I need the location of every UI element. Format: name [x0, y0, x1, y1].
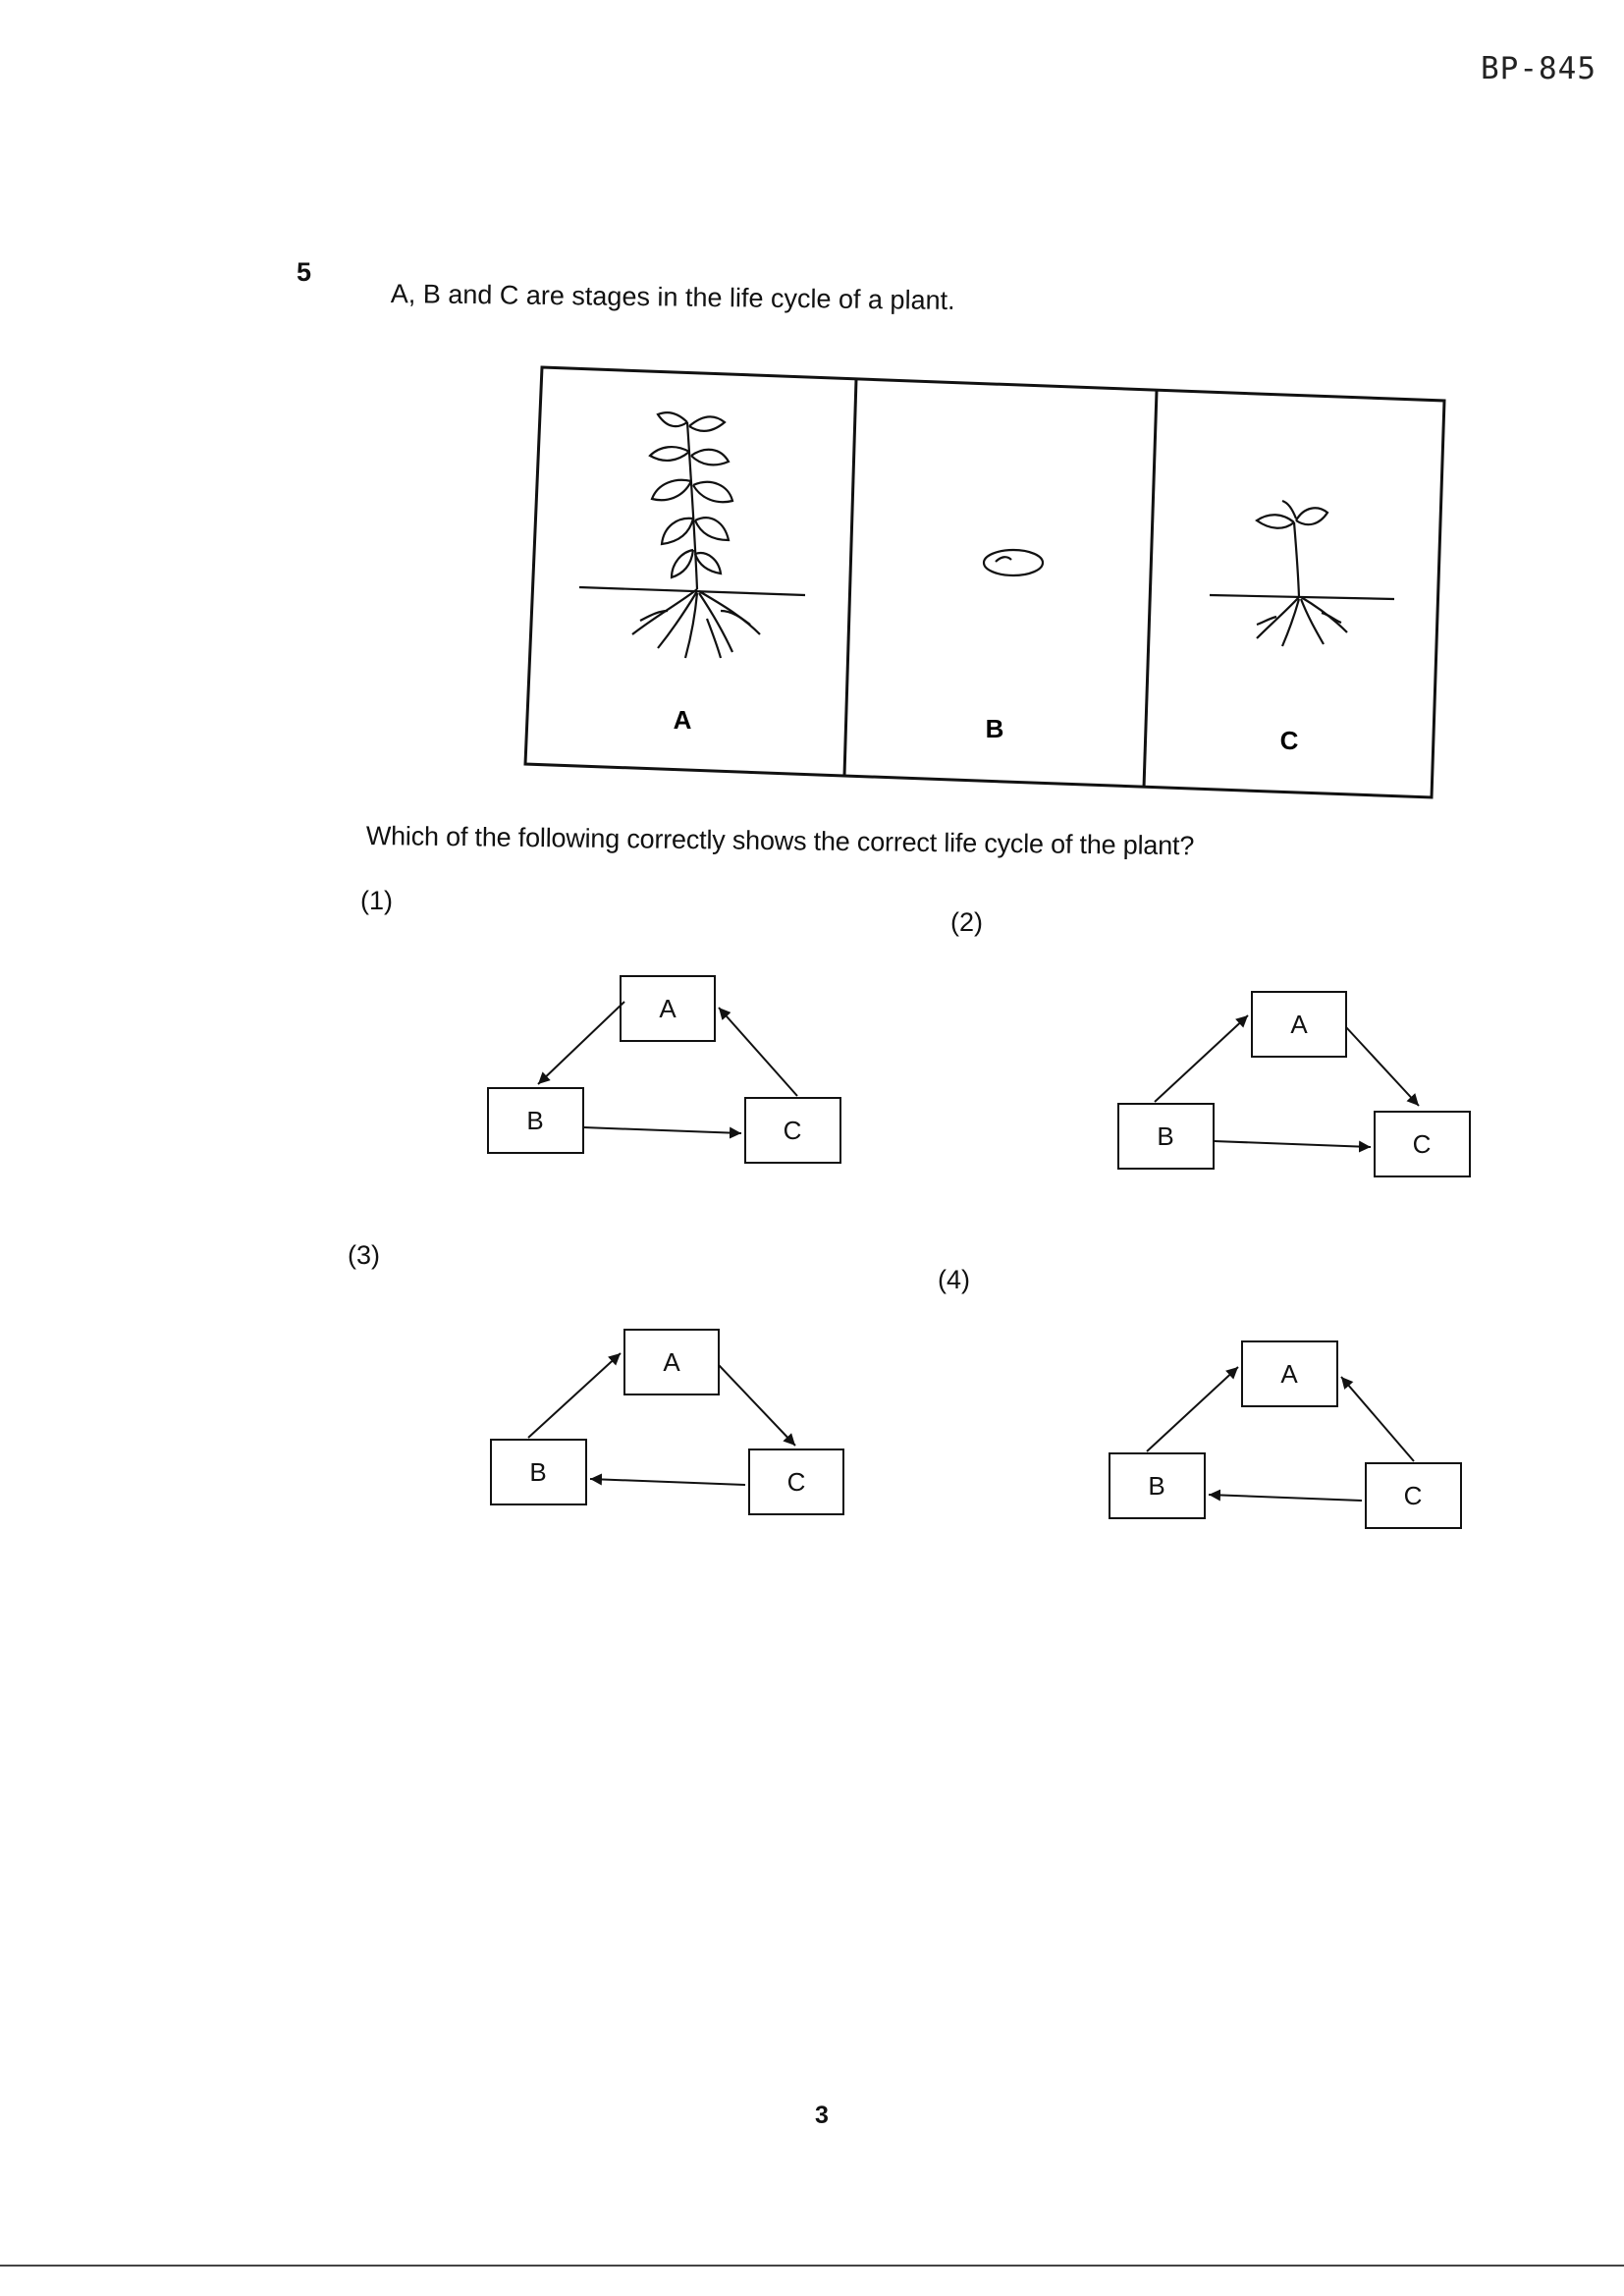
seedling-drawing — [1210, 501, 1394, 646]
box-label-a: A — [659, 994, 677, 1023]
box-label-a: A — [663, 1347, 680, 1377]
box-label-b: B — [1148, 1471, 1165, 1501]
box-label-b: B — [526, 1106, 544, 1135]
box-label-a: A — [1280, 1359, 1298, 1389]
arrow-a-to-c — [1346, 1027, 1419, 1106]
page-number: 3 — [815, 2102, 829, 2129]
life-cycle-stages-figure — [511, 354, 1453, 805]
arrow-b-to-c — [583, 1127, 741, 1133]
footer-rule — [0, 2265, 1624, 2267]
option-1-label[interactable]: (1) — [360, 886, 393, 915]
options-diagrams — [0, 933, 1624, 1561]
option-3-label[interactable]: (3) — [348, 1240, 380, 1270]
arrow-b-to-a — [1147, 1367, 1238, 1451]
arrow-c-to-b — [590, 1479, 745, 1485]
question-prompt: Which of the following correctly shows the correct life cycle of the plant? — [365, 821, 1195, 861]
panel-label-c: C — [1279, 726, 1299, 755]
arrow-a-to-c — [719, 1365, 795, 1446]
box-label-c: C — [1412, 1129, 1432, 1159]
option-2-label[interactable]: (2) — [950, 907, 983, 937]
box-label-c: C — [786, 1467, 806, 1497]
arrow-b-to-c — [1214, 1141, 1371, 1147]
arrow-a-to-b — [538, 1002, 624, 1084]
question-text: A, B and C are stages in the life cycle of a plant. — [390, 279, 955, 316]
arrow-c-to-b — [1209, 1495, 1362, 1501]
box-label-b: B — [529, 1457, 547, 1487]
arrow-c-to-a — [719, 1008, 797, 1096]
panel-divider — [1144, 391, 1157, 788]
panel-divider — [844, 379, 856, 776]
arrow-b-to-a — [1155, 1015, 1248, 1102]
panel-label-a: A — [673, 705, 692, 735]
arrow-b-to-a — [528, 1353, 621, 1438]
box-label-c: C — [1403, 1481, 1423, 1510]
question-number: 5 — [297, 257, 312, 287]
panel-label-b: B — [985, 714, 1004, 743]
box-label-b: B — [1157, 1121, 1174, 1151]
box-label-c: C — [783, 1116, 802, 1145]
option-4-label[interactable]: (4) — [938, 1265, 970, 1294]
seed-drawing — [984, 550, 1043, 575]
document-code: BP-845 — [1481, 51, 1597, 86]
box-label-a: A — [1290, 1010, 1308, 1039]
mature-plant-drawing — [579, 412, 805, 658]
arrow-c-to-a — [1341, 1377, 1414, 1461]
